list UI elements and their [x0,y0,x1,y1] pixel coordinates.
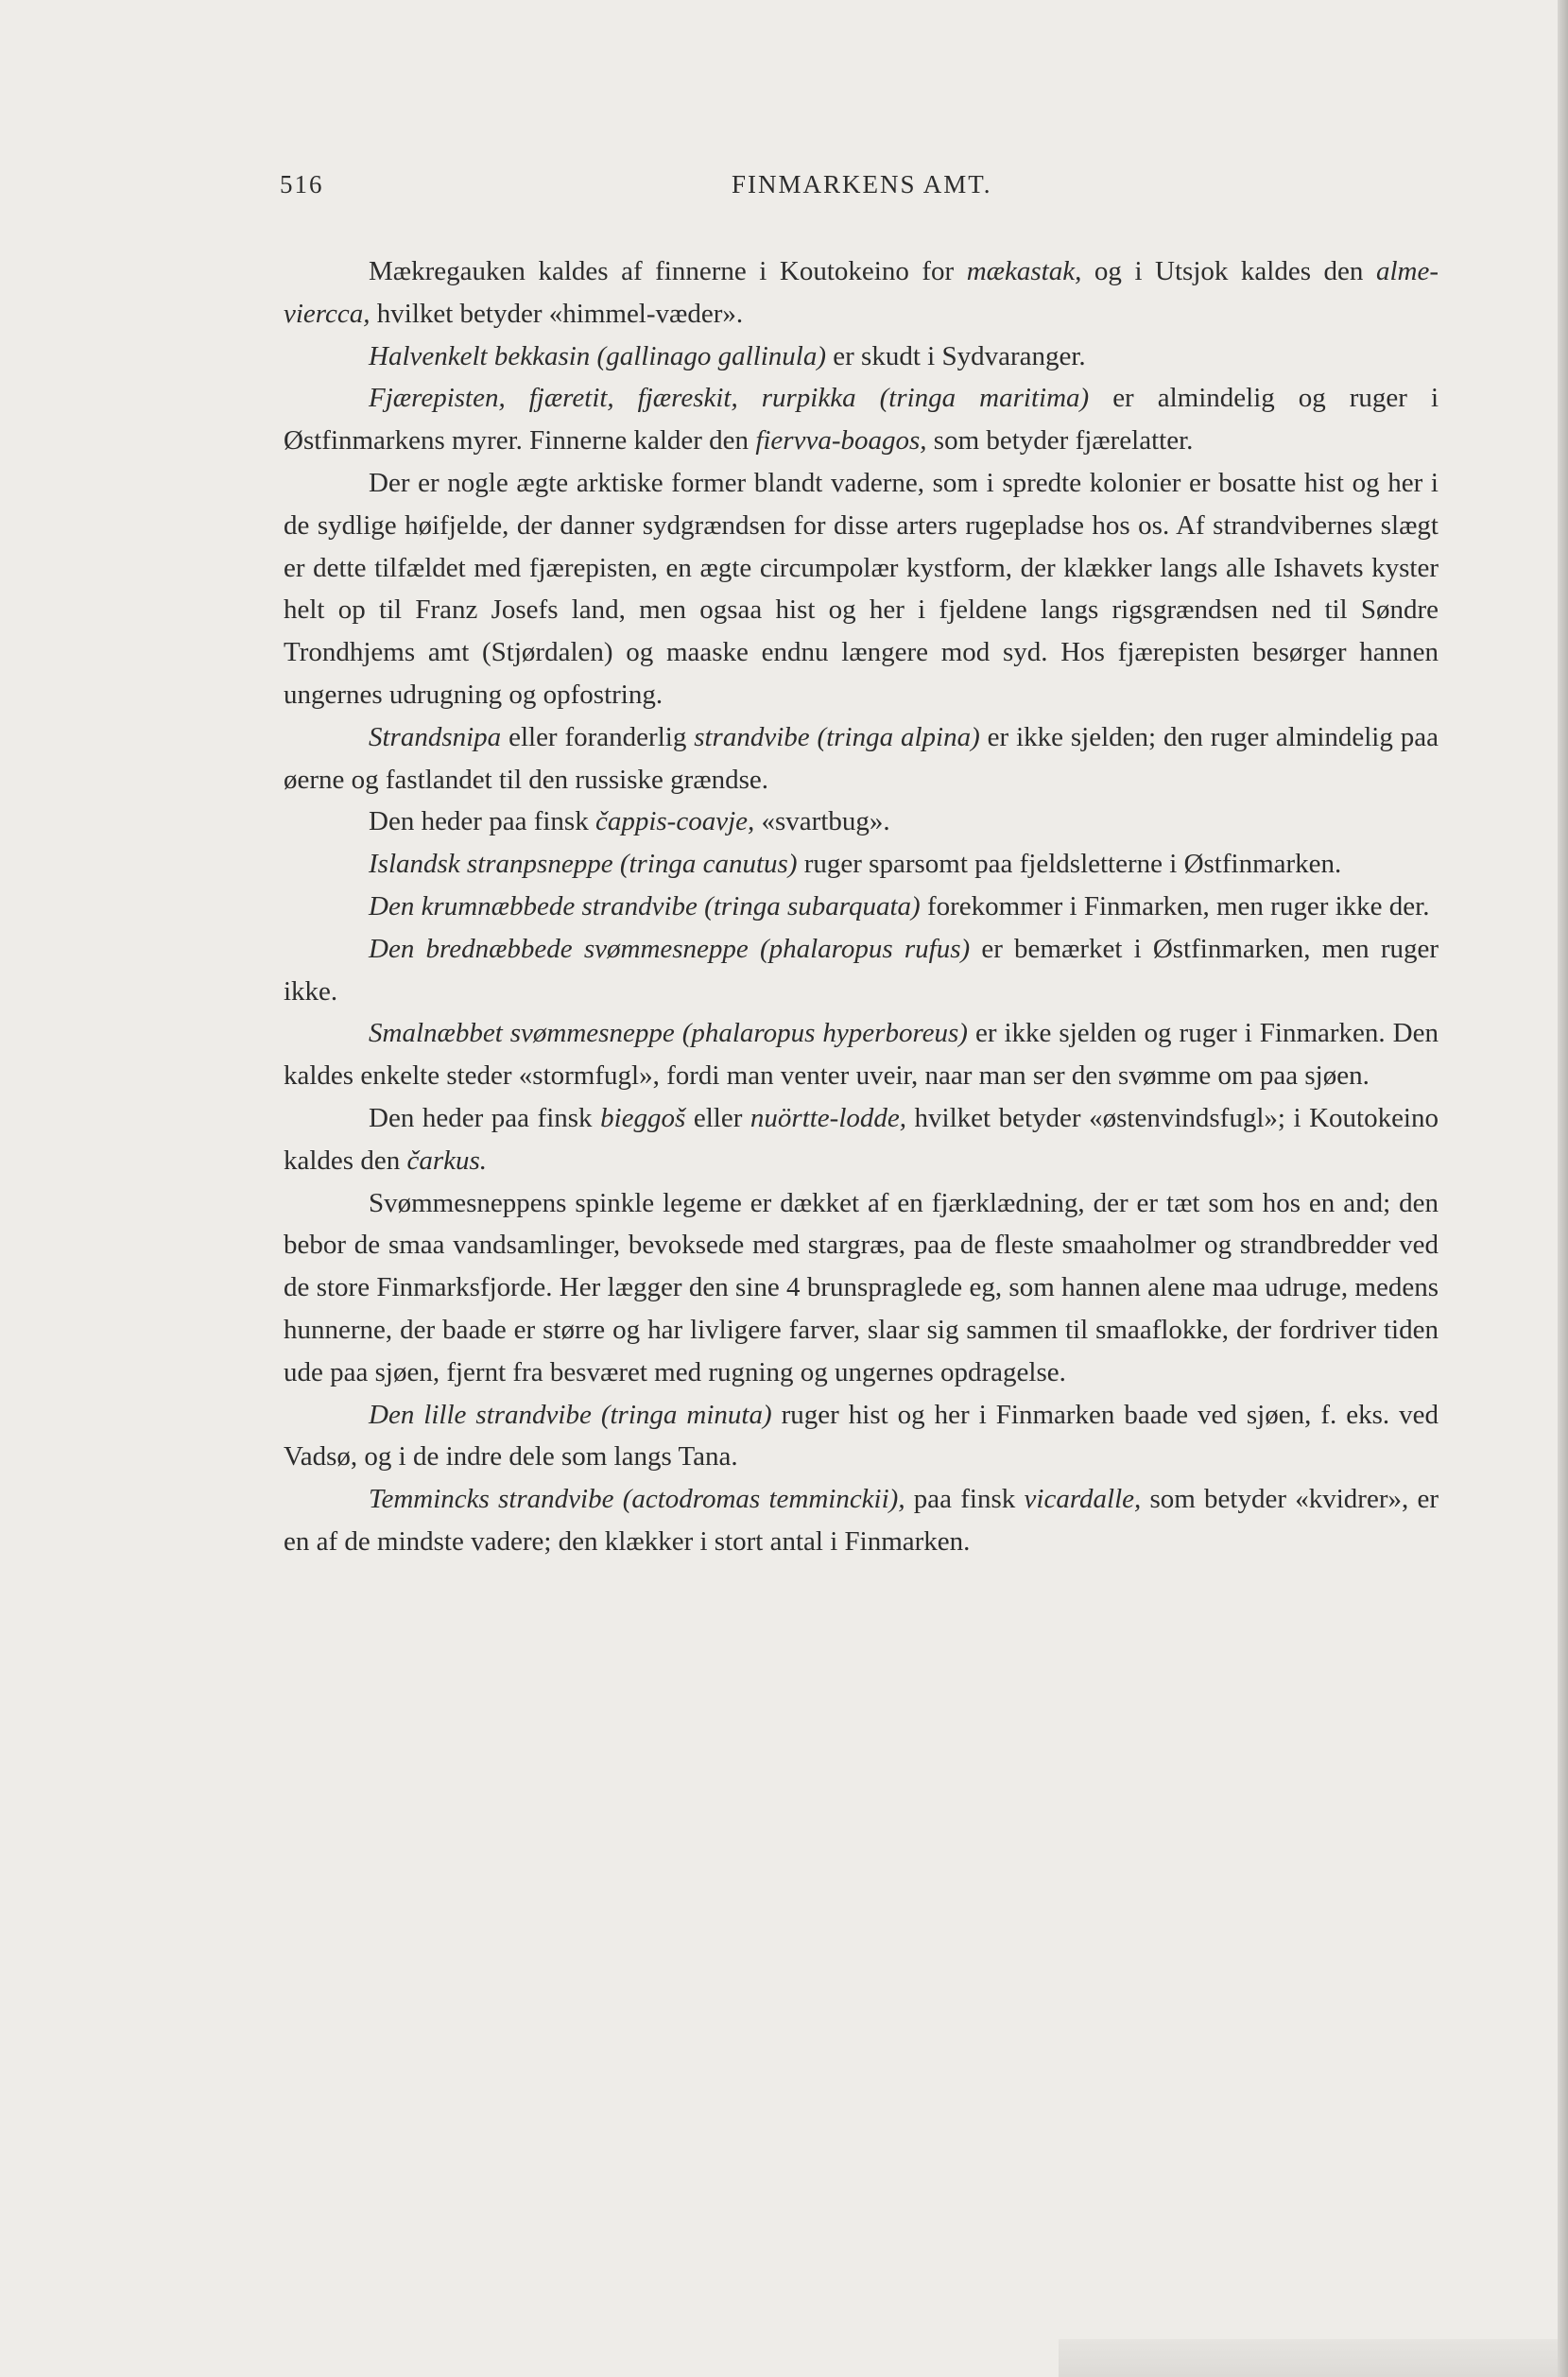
text-run: Den heder paa finsk [369,1102,601,1133]
paragraph [284,1182,1439,1394]
italic-term: Fjærepisten, fjæretit, fjæreskit, rurpikka (tringa maritima) [369,383,1090,414]
italic-term: strandvibe (tringa alpina) [694,721,980,752]
paragraph [284,886,1439,928]
running-title: FINMARKENS AMT. [732,170,992,198]
italic-term: Den krumnæbbede strandvibe (tringa subarquata) [369,890,921,922]
text-run: er bemærket i Østfinmarken, men ruger ikke. [284,933,1439,1007]
page-edge [1558,0,1568,2377]
text-run: Svømmesneppens spinkle legeme er dækket af en fjærklædning, der er tæt som hos en and; den bebor de smaa vandsamlinger, bevoksede med stargræs, paa de fleste smaaholmer og strandbredder ved de store Finmarksfjorde. Her lægger den sine 4 brunspraglede eg, som hannen alene maa udruge, medens hunnerne, der baade er større og har livligere farver, slaar sig sammen til smaaflokke, der fordriver tiden ude paa sjøen, fjernt fra besværet med rugning og ungernes opdragelse. [284,1187,1439,1387]
body-text [284,250,1439,1563]
page-bottom-shadow [1059,2339,1558,2377]
italic-term: Den lille strandvibe (tringa minuta) [369,1399,772,1430]
paragraph [284,716,1439,801]
page-number: 516 [280,170,324,198]
italic-term: vicardalle, [1024,1484,1142,1515]
text-run: hvilket betyder «himmel-væder». [370,298,744,329]
paragraph [284,1478,1439,1563]
paragraph [284,336,1439,378]
italic-term: Smalnæbbet svømmesneppe (phalaropus hyperboreus) [369,1018,968,1049]
paragraph [284,1394,1439,1479]
text-run: ruger hist og her i Finmarken baade ved sjøen, f. eks. ved Vadsø, og i de indre dele som langs Tana. [284,1399,1439,1473]
text-run: er almindelig og ruger i Østfinmarkens myrer. Finnerne kalder den [284,383,1439,456]
text-run: er skudt i Sydvaranger. [826,340,1086,371]
text-run: som betyder fjærelatter. [926,425,1194,456]
paragraph [284,843,1439,886]
paragraph [284,801,1439,843]
paragraph [284,928,1439,1013]
text-run: som betyder «kvidrer», er en af de mindste vadere; den klækker i stort antal i Finmarken. [284,1484,1439,1557]
text-run: paa finsk [905,1484,1025,1515]
text-run: Den heder paa finsk [369,806,595,837]
text-run: ruger sparsomt paa fjeldsletterne i Østfinmarken. [797,849,1342,880]
italic-term: Islandsk stranpsneppe (tringa canutus) [369,849,798,880]
italic-term: alme-viercca, [284,256,1439,329]
text-run: forekommer i Finmarken, men ruger ikke der. [920,890,1430,922]
italic-term: Strandsnipa [369,721,502,752]
text-run: er ikke sjelden og ruger i Finmarken. Den kaldes enkelte steder «stormfugl», fordi man venter uveir, naar man ser den svømme om paa sjøen. [284,1018,1439,1092]
italic-term: mækastak, [966,256,1082,286]
italic-term: Den brednæbbede svømmesneppe (phalaropus rufus) [369,933,971,964]
text-run: Der er nogle ægte arktiske former blandt vaderne, som i spredte kolonier er bosatte hist og her i de sydlige høifjelde, der danner sydgrændsen for disse arters rugepladse hos os. Af strandvibernes slægt er dette tilfældet med fjærepisten, en ægte circumpolær kystform, der klækker langs alle Ishavets kyster helt op til Franz Josefs land, men ogsaa hist og her i fjeldene langs rigsgrændsen ned til Søndre Trondhjems amt (Stjørdalen) og maaske endnu længere mod syd. Hos fjærepisten besørger hannen ungernes udrugning og opfostring. [284,467,1439,710]
italic-term: fiervva-boagos, [755,425,927,456]
text-run: og i Utsjok kaldes den [1081,256,1376,286]
text-run: hvilket betyder «østenvindsfugl»; i Koutokeino kaldes den [284,1102,1439,1176]
page-header [280,170,1442,217]
paragraph [284,1012,1439,1097]
text-run: «svartbug». [754,806,890,837]
text-run: Mækregauken kaldes af finnerne i Koutokeino for [369,256,967,286]
italic-term: nuörtte-lodde, [750,1102,907,1133]
paragraph [284,462,1439,716]
paragraph [284,377,1439,462]
italic-term: čappis-coavje, [594,806,755,837]
italic-term: Temmincks strandvibe (actodromas temminckii), [369,1484,905,1515]
text-run: eller foranderlig [501,721,695,752]
paragraph [284,1097,1439,1182]
text-run: eller [685,1102,750,1133]
paragraph [284,250,1439,336]
italic-term: Halvenkelt bekkasin (gallinago gallinula) [369,340,827,371]
italic-term: čarkus. [406,1145,488,1176]
italic-term: bieggoš [600,1102,686,1133]
text-run: er ikke sjelden; den ruger almindelig paa øerne og fastlandet til den russiske grændse. [284,721,1439,795]
